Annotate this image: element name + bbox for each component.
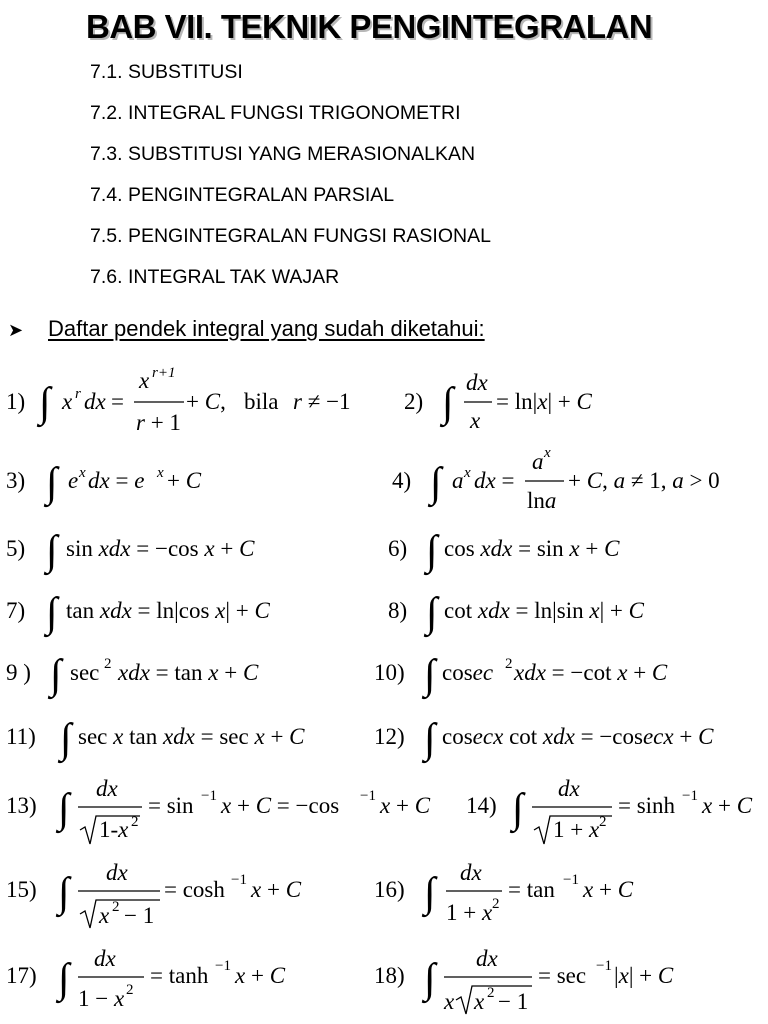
expression: = tanh <box>150 963 209 988</box>
integral-sign-icon: ∫ <box>424 716 436 762</box>
exponent: 2 <box>599 814 607 830</box>
numerator: dx <box>106 860 128 885</box>
formula-1-math <box>6 362 366 434</box>
expression: x + C <box>251 877 302 902</box>
formula-17 <box>6 942 326 1022</box>
exponent: −1 <box>231 872 247 888</box>
differential: dx <box>84 389 106 414</box>
term: cosec <box>442 660 494 685</box>
formula-14 <box>466 772 766 852</box>
expression: xdx = −cot x + C <box>514 660 668 685</box>
exponent: −1 <box>215 958 231 974</box>
formula-number: 10) <box>374 660 405 685</box>
formula-3-math <box>6 450 226 510</box>
arrow-bullet-icon: ➤ <box>8 320 24 340</box>
page-title: BAB VII. TEKNIK PENGINTEGRALAN <box>86 8 653 45</box>
formula-6 <box>388 522 648 578</box>
formula-10 <box>374 646 694 702</box>
integral-sign-icon: ∫ <box>58 956 70 1002</box>
integral-sign-icon: ∫ <box>58 870 70 916</box>
integral-sign-icon: ∫ <box>46 590 58 636</box>
condition: + C, a ≠ 1, a > 0 <box>568 468 720 493</box>
exponent: x <box>464 465 471 481</box>
integral-sign-icon: ∫ <box>39 380 51 426</box>
expression: = sinh <box>618 793 676 818</box>
denominator: x <box>99 903 110 928</box>
formula-number: 6) <box>388 536 408 561</box>
formula-18-math <box>374 942 694 1022</box>
constant-term: + C, <box>186 389 226 414</box>
expression: sin xdx = −cos x + C <box>66 536 255 561</box>
formula-15-math <box>6 856 326 936</box>
denominator: 1-x <box>99 817 129 842</box>
denominator: 1 − x <box>78 986 125 1011</box>
exponent: −1 <box>596 958 612 974</box>
expression: sec x tan xdx = sec x + C <box>78 724 305 749</box>
formula-17-math <box>6 942 326 1022</box>
formula-15 <box>6 856 326 936</box>
formula-8 <box>388 584 668 640</box>
formula-10-math <box>374 646 694 702</box>
formula-5-math <box>6 522 306 578</box>
toc-item: 7.2. INTEGRAL FUNGSI TRIGONOMETRI <box>90 102 461 124</box>
formula-13-math <box>6 772 446 852</box>
integral-sign-icon: ∫ <box>426 590 438 636</box>
formula-1 <box>6 362 366 434</box>
formula-18 <box>374 942 694 1022</box>
result: = ln|x| + C <box>496 389 592 414</box>
heading-text: Daftar pendek integral yang sudah diketahui: <box>48 316 485 341</box>
expression: |x| + C <box>614 963 674 988</box>
toc-item: 7.3. SUBSTITUSI YANG MERASIONALKAN <box>90 143 476 165</box>
expression: x + C <box>235 963 286 988</box>
denominator: r + 1 <box>136 410 181 434</box>
formula-number: 11) <box>6 724 36 749</box>
formula-6-math <box>388 522 648 578</box>
integral-sign-icon: ∫ <box>424 652 436 698</box>
formula-11 <box>6 710 336 766</box>
formula-11-math <box>6 710 336 766</box>
formula-2-math <box>404 362 604 434</box>
integral-sign-icon: ∫ <box>58 786 70 832</box>
exponent: x <box>79 465 86 481</box>
numerator: x <box>139 368 150 393</box>
expression: = cosh <box>164 877 225 902</box>
formula-9-math <box>6 646 306 702</box>
formula-number: 8) <box>388 598 408 623</box>
expression: x + C <box>583 877 634 902</box>
formula-number: 16) <box>374 877 405 902</box>
formula-number: 2) <box>404 389 424 414</box>
integral-sign-icon: ∫ <box>426 528 438 574</box>
numerator: a <box>532 449 544 474</box>
formula-2 <box>404 362 604 434</box>
numerator: dx <box>558 776 580 801</box>
formula-7-math <box>6 584 306 640</box>
denominator: x <box>470 408 481 433</box>
expression: = sin <box>148 793 194 818</box>
formula-8-math <box>388 584 668 640</box>
formula-12-math <box>374 710 764 766</box>
numerator: dx <box>94 946 116 971</box>
exponent: 2 <box>492 896 500 912</box>
exponent: 2 <box>104 656 112 672</box>
exponent: −1 <box>682 788 698 804</box>
expression: x + C <box>380 793 431 818</box>
formula-5 <box>6 522 306 578</box>
denominator: x <box>444 989 455 1014</box>
formula-16 <box>374 856 654 936</box>
exponent: r+1 <box>152 365 176 381</box>
formula-number: 3) <box>6 468 26 493</box>
exponent: 2 <box>112 899 120 915</box>
numerator: dx <box>466 370 488 395</box>
formula-number: 18) <box>374 963 405 988</box>
exponent: x <box>157 465 164 481</box>
expression: x + C <box>702 793 753 818</box>
formula-4 <box>392 442 742 518</box>
formula-number: 1) <box>6 389 26 414</box>
equals-sign: = <box>111 389 124 414</box>
formula-number: 15) <box>6 877 37 902</box>
exponent: −1 <box>201 788 217 804</box>
formula-16-math <box>374 856 654 936</box>
formula-13 <box>6 772 446 852</box>
toc-item: 7.4. PENGINTEGRALAN PARSIAL <box>90 184 395 206</box>
condition: r ≠ −1 <box>293 389 351 414</box>
formula-number: 5) <box>6 536 26 561</box>
denominator: − 1 <box>498 989 529 1014</box>
formula-number: 14) <box>466 793 497 818</box>
numerator: dx <box>460 860 482 885</box>
integral-sign-icon: ∫ <box>46 460 58 506</box>
differential: dx = <box>474 468 515 493</box>
formula-number: 9 ) <box>6 660 31 685</box>
toc-item: 7.1. SUBSTITUSI <box>90 61 243 83</box>
formula-14-math <box>466 772 766 852</box>
formula-3 <box>6 450 226 510</box>
integral-sign-icon: ∫ <box>512 786 524 832</box>
expression: = tan <box>508 877 555 902</box>
exponent: −1 <box>563 872 579 888</box>
formula-7 <box>6 584 306 640</box>
term: a <box>452 468 464 493</box>
denominator: 1 + x <box>446 900 493 925</box>
term: sec <box>70 660 100 685</box>
exponent: 2 <box>505 656 513 672</box>
exponent: r <box>75 386 81 402</box>
formula-12 <box>374 710 764 766</box>
constant-term: + C <box>167 468 202 493</box>
integral-sign-icon: ∫ <box>60 716 72 762</box>
exponent: 2 <box>487 985 495 1001</box>
toc-item: 7.5. PENGINTEGRALAN FUNGSI RASIONAL <box>90 225 491 247</box>
exponent: x <box>544 445 551 461</box>
denominator: lna <box>527 488 557 513</box>
expression: = sec <box>538 963 587 988</box>
integral-sign-icon: ∫ <box>430 460 442 506</box>
expression: cosecx cot xdx = −cosecx + C <box>442 724 714 749</box>
integral-sign-icon: ∫ <box>46 528 58 574</box>
exponent: −1 <box>360 788 376 804</box>
expression: x + C = −cos <box>221 793 340 818</box>
toc-item: 7.6. INTEGRAL TAK WAJAR <box>90 266 340 288</box>
term: x <box>62 389 73 414</box>
denominator: x <box>474 989 485 1014</box>
denominator: − 1 <box>124 903 155 928</box>
exponent: 2 <box>131 814 139 830</box>
numerator: dx <box>476 946 498 971</box>
term: e <box>68 468 79 493</box>
formula-9 <box>6 646 306 702</box>
integral-sign-icon: ∫ <box>50 652 62 698</box>
integral-sign-icon: ∫ <box>424 956 436 1002</box>
expression: tan xdx = ln|cos x| + C <box>66 598 270 623</box>
integral-list-heading <box>8 316 485 342</box>
expression: xdx = tan x + C <box>118 660 259 685</box>
integral-sign-icon: ∫ <box>442 380 454 426</box>
condition-word: bila <box>244 389 279 414</box>
expression: cos xdx = sin x + C <box>444 536 620 561</box>
expression: cot xdx = ln|sin x| + C <box>444 598 644 623</box>
result: dx = e <box>88 468 145 493</box>
integral-sign-icon: ∫ <box>424 870 436 916</box>
formula-number: 4) <box>392 468 412 493</box>
formula-number: 7) <box>6 598 26 623</box>
denominator: 1 + x <box>553 817 600 842</box>
exponent: 2 <box>126 982 134 998</box>
formula-number: 12) <box>374 724 405 749</box>
table-of-contents <box>90 60 491 306</box>
formula-number: 17) <box>6 963 37 988</box>
formula-number: 13) <box>6 793 37 818</box>
formula-4-math <box>392 442 742 518</box>
numerator: dx <box>96 776 118 801</box>
